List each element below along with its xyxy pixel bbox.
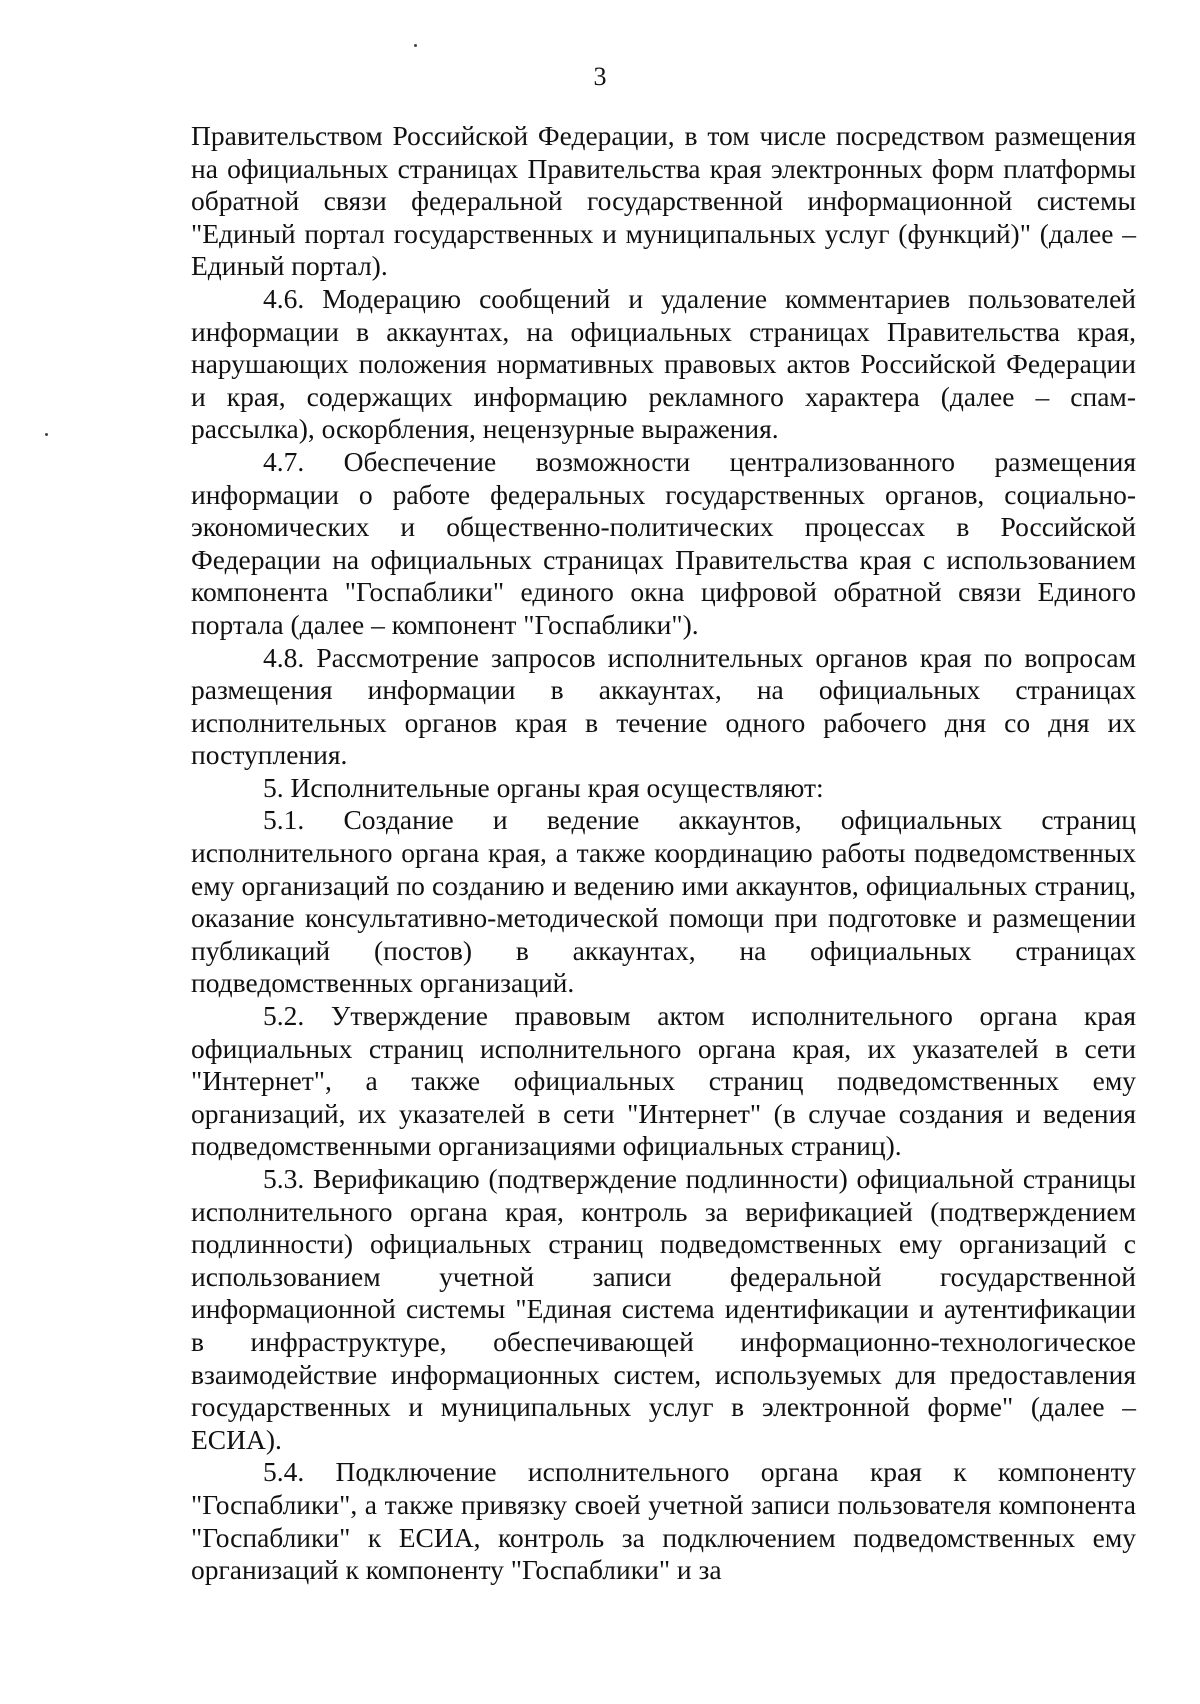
paragraph-4-6: 4.6. Модерацию сообщений и удаление комментариев пользователей информации в аккаунтах, на официальных страницах Правительства края, нарушающих положения нормативных правовых актов Российской Федерации и края, содержащих информацию рекламного характера (далее – спам-рассылка), оскорбления, нецензурные выражения. bbox=[191, 282, 1136, 445]
paragraph-4-8: 4.8. Рассмотрение запросов исполнительных органов края по вопросам размещения информации в аккаунтах, на официальных страницах исполнительных органов края в течение одного рабочего дня со дня их поступления. bbox=[191, 641, 1136, 771]
paragraph-continuation: Правительством Российской Федерации, в том числе посредством размещения на официальных страницах Правительства края электронных форм платформы обратной связи федеральной государственной информационной системы "Единый портал государственных и муниципальных услуг (функций)" (далее – Единый портал). bbox=[191, 120, 1136, 282]
paragraph-5: 5. Исполнительные органы края осуществляют: bbox=[263, 771, 824, 803]
paragraph-5-3: 5.3. Верификацию (подтверждение подлинности) официальной страницы исполнительного органа края, контроль за верификацией (подтверждением подлинности) официальных страниц подведомственных ему организаций с использованием учетной записи федеральной государственной информационной системы "Единая система идентификации и аутентификации в инфраструктуре, обеспечивающей информационно-технологическое взаимодействие информационных систем, используемых для предоставления государственных и муниципальных услуг в электронной форме" (далее – ЕСИА). bbox=[191, 1163, 1136, 1455]
paragraph-5-4: 5.4. Подключение исполнительного органа края к компоненту "Госпаблики", а также привязку своей учетной записи пользователя компонента "Госпаблики" к ЕСИА, контроль за подключением подведомственных ему организаций к компоненту "Госпаблики" и за bbox=[191, 1456, 1136, 1586]
paragraph-5-1: 5.1. Создание и ведение аккаунтов, официальных страниц исполнительного органа края, а также координацию работы подведомственных ему организаций по созданию и ведению ими аккаунтов, официальных страниц, оказание консультативно-методической помощи при подготовке и размещении публикаций (постов) в аккаунтах, на официальных страницах подведомственных организаций. bbox=[191, 804, 1136, 999]
paragraph-4-7: 4.7. Обеспечение возможности централизованного размещения информации о работе федеральных государственных органов, социально-экономических и общественно-политических процессах в Российской Федерации на официальных страницах Правительства края с использованием компонента "Госпаблики" единого окна цифровой обратной связи Единого портала (далее – компонент "Госпаблики"). bbox=[191, 445, 1136, 640]
scan-speck bbox=[414, 44, 417, 47]
scan-speck bbox=[45, 433, 48, 436]
paragraph-5-2: 5.2. Утверждение правовым актом исполнительного органа края официальных страниц исполнительного органа края, их указателей в сети "Интернет", а также официальных страниц подведомственных ему организаций, их указателей в сети "Интернет" (в случае создания и ведения подведомственными организациями официальных страниц). bbox=[191, 1000, 1136, 1162]
page-number: 3 bbox=[593, 62, 607, 91]
document-body bbox=[191, 120, 1136, 1587]
